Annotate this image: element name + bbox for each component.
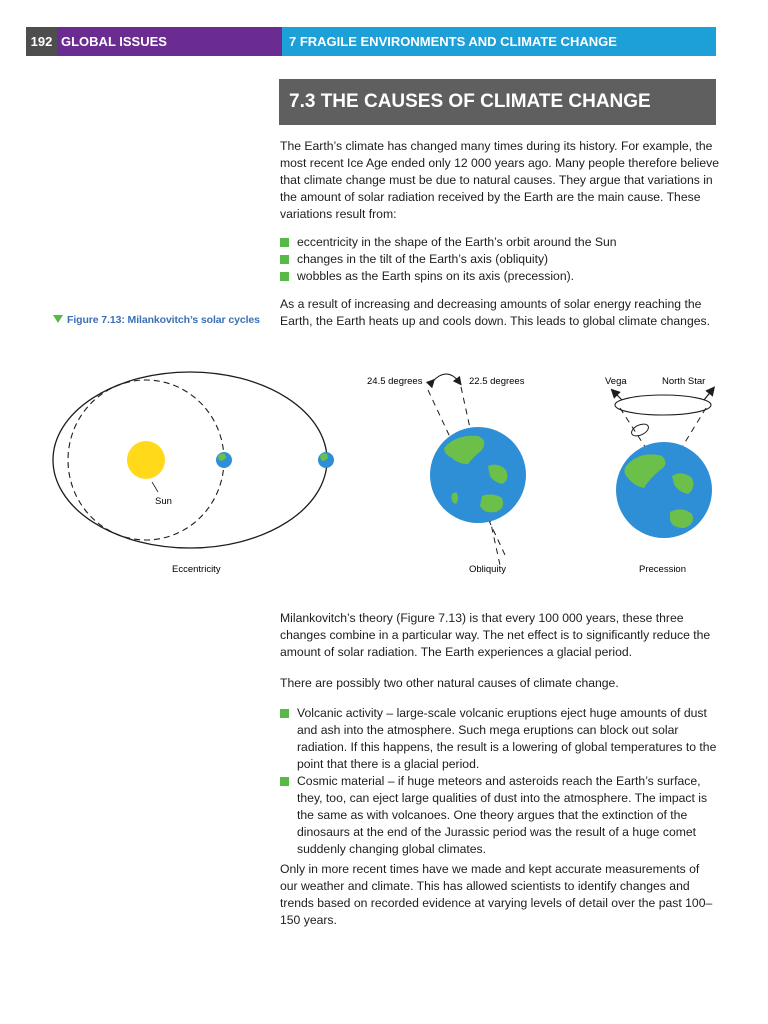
bullet-square-icon xyxy=(280,272,289,281)
milankovitch-figure xyxy=(0,360,768,585)
chapter-title: 7 FRAGILE ENVIRONMENTS AND CLIMATE CHANGE xyxy=(289,34,617,49)
section-title: GLOBAL ISSUES xyxy=(61,34,167,49)
page-title: 7.3 THE CAUSES OF CLIMATE CHANGE xyxy=(289,91,651,112)
cause-list xyxy=(280,234,720,285)
figure-caption-text: Figure 7.13: Milankovitch’s solar cycles xyxy=(67,314,260,326)
earth-globe-precession-icon xyxy=(616,442,712,538)
list-item-text: changes in the tilt of the Earth’s axis (obliquity) xyxy=(297,252,549,266)
north-star-arrow xyxy=(704,390,712,400)
spin-arrow-icon xyxy=(630,422,651,439)
list-item-text: wobbles as the Earth spins on its axis (precession). xyxy=(297,269,575,283)
earth-small-icon xyxy=(216,452,232,468)
figure-caption xyxy=(53,314,260,326)
list-item-text: Volcanic activity – large-scale volcanic eruptions eject huge amounts of dust and ash into the atmosphere. Such mega eruptions can block out solar radiation. If this happens, the result is a lowering of global temperatures to the point that there is a glacial period. xyxy=(297,706,717,771)
list-item-text: eccentricity in the shape of the Earth’s orbit around the Sun xyxy=(297,235,617,249)
earth-globe-obliquity-icon xyxy=(430,427,526,523)
bullet-square-icon xyxy=(280,777,289,786)
earth-small-icon xyxy=(318,452,334,468)
sun-label: Sun xyxy=(155,496,172,507)
precession-label: Precession xyxy=(639,564,686,575)
bullet-square-icon xyxy=(280,238,289,247)
obliquity-label: Obliquity xyxy=(469,564,506,575)
angle-left-label: 24.5 degrees xyxy=(367,376,423,387)
north-star-label: North Star xyxy=(662,376,706,387)
list-item xyxy=(280,773,720,858)
bullet-square-icon xyxy=(280,255,289,264)
caption-triangle-icon xyxy=(53,315,63,323)
milankovitch-paragraph: Milankovitch’s theory (Figure 7.13) is that every 100 000 years, these three changes combine in a particular way. The net effect is to significantly reduce the amount of solar radiation. The Earth experiences a glacial period. xyxy=(280,611,711,659)
vega-arrow xyxy=(614,392,622,400)
angle-right-label: 22.5 degrees xyxy=(469,376,525,387)
list-item xyxy=(280,234,720,251)
tilt-arrow xyxy=(432,374,459,382)
sun-leader-line xyxy=(152,482,158,492)
vega-label: Vega xyxy=(605,376,627,387)
intro-paragraph: The Earth’s climate has changed many times during its history. For example, the most recent Ice Age ended only 12 000 years ago. Many people therefore believe that climate change must be due to natural causes. They argue that variations in the amount of solar radiation received by the Earth are the main cause. These variations result from: xyxy=(280,139,720,221)
eccentricity-label: Eccentricity xyxy=(172,564,221,575)
solar-energy-paragraph: As a result of increasing and decreasing amounts of solar energy reaching the Earth, the Earth heats up and cools down. This leads to global climate changes. xyxy=(280,297,710,328)
list-item-text: Cosmic material – if huge meteors and asteroids reach the Earth’s surface, they, too, can eject large qualities of dust into the atmosphere. The impact is the same as with volcanoes. One theory argues that the extinction of the dinosaurs at the end of the Jurassic period was the result of a huge comet suddenly changing global climates. xyxy=(297,774,708,856)
list-item xyxy=(280,251,720,268)
bullet-square-icon xyxy=(280,709,289,718)
measurements-paragraph: Only in more recent times have we made and kept accurate measurements of our weather and climate. This has allowed scientists to identify changes and trends based on recorded evidence at varying levels of detail over the past 100–150 years. xyxy=(280,862,713,927)
other-causes-list xyxy=(280,705,720,858)
list-item xyxy=(280,268,720,285)
header-section-bar xyxy=(26,27,282,56)
other-causes-paragraph: There are possibly two other natural causes of climate change. xyxy=(280,676,619,690)
sun-icon xyxy=(127,441,165,479)
list-item xyxy=(280,705,720,773)
heading-bar xyxy=(279,79,716,125)
precession-ellipse xyxy=(615,395,711,415)
header-chapter-bar xyxy=(282,27,716,56)
elliptical-orbit xyxy=(53,372,327,548)
page-number: 192 xyxy=(26,27,57,56)
